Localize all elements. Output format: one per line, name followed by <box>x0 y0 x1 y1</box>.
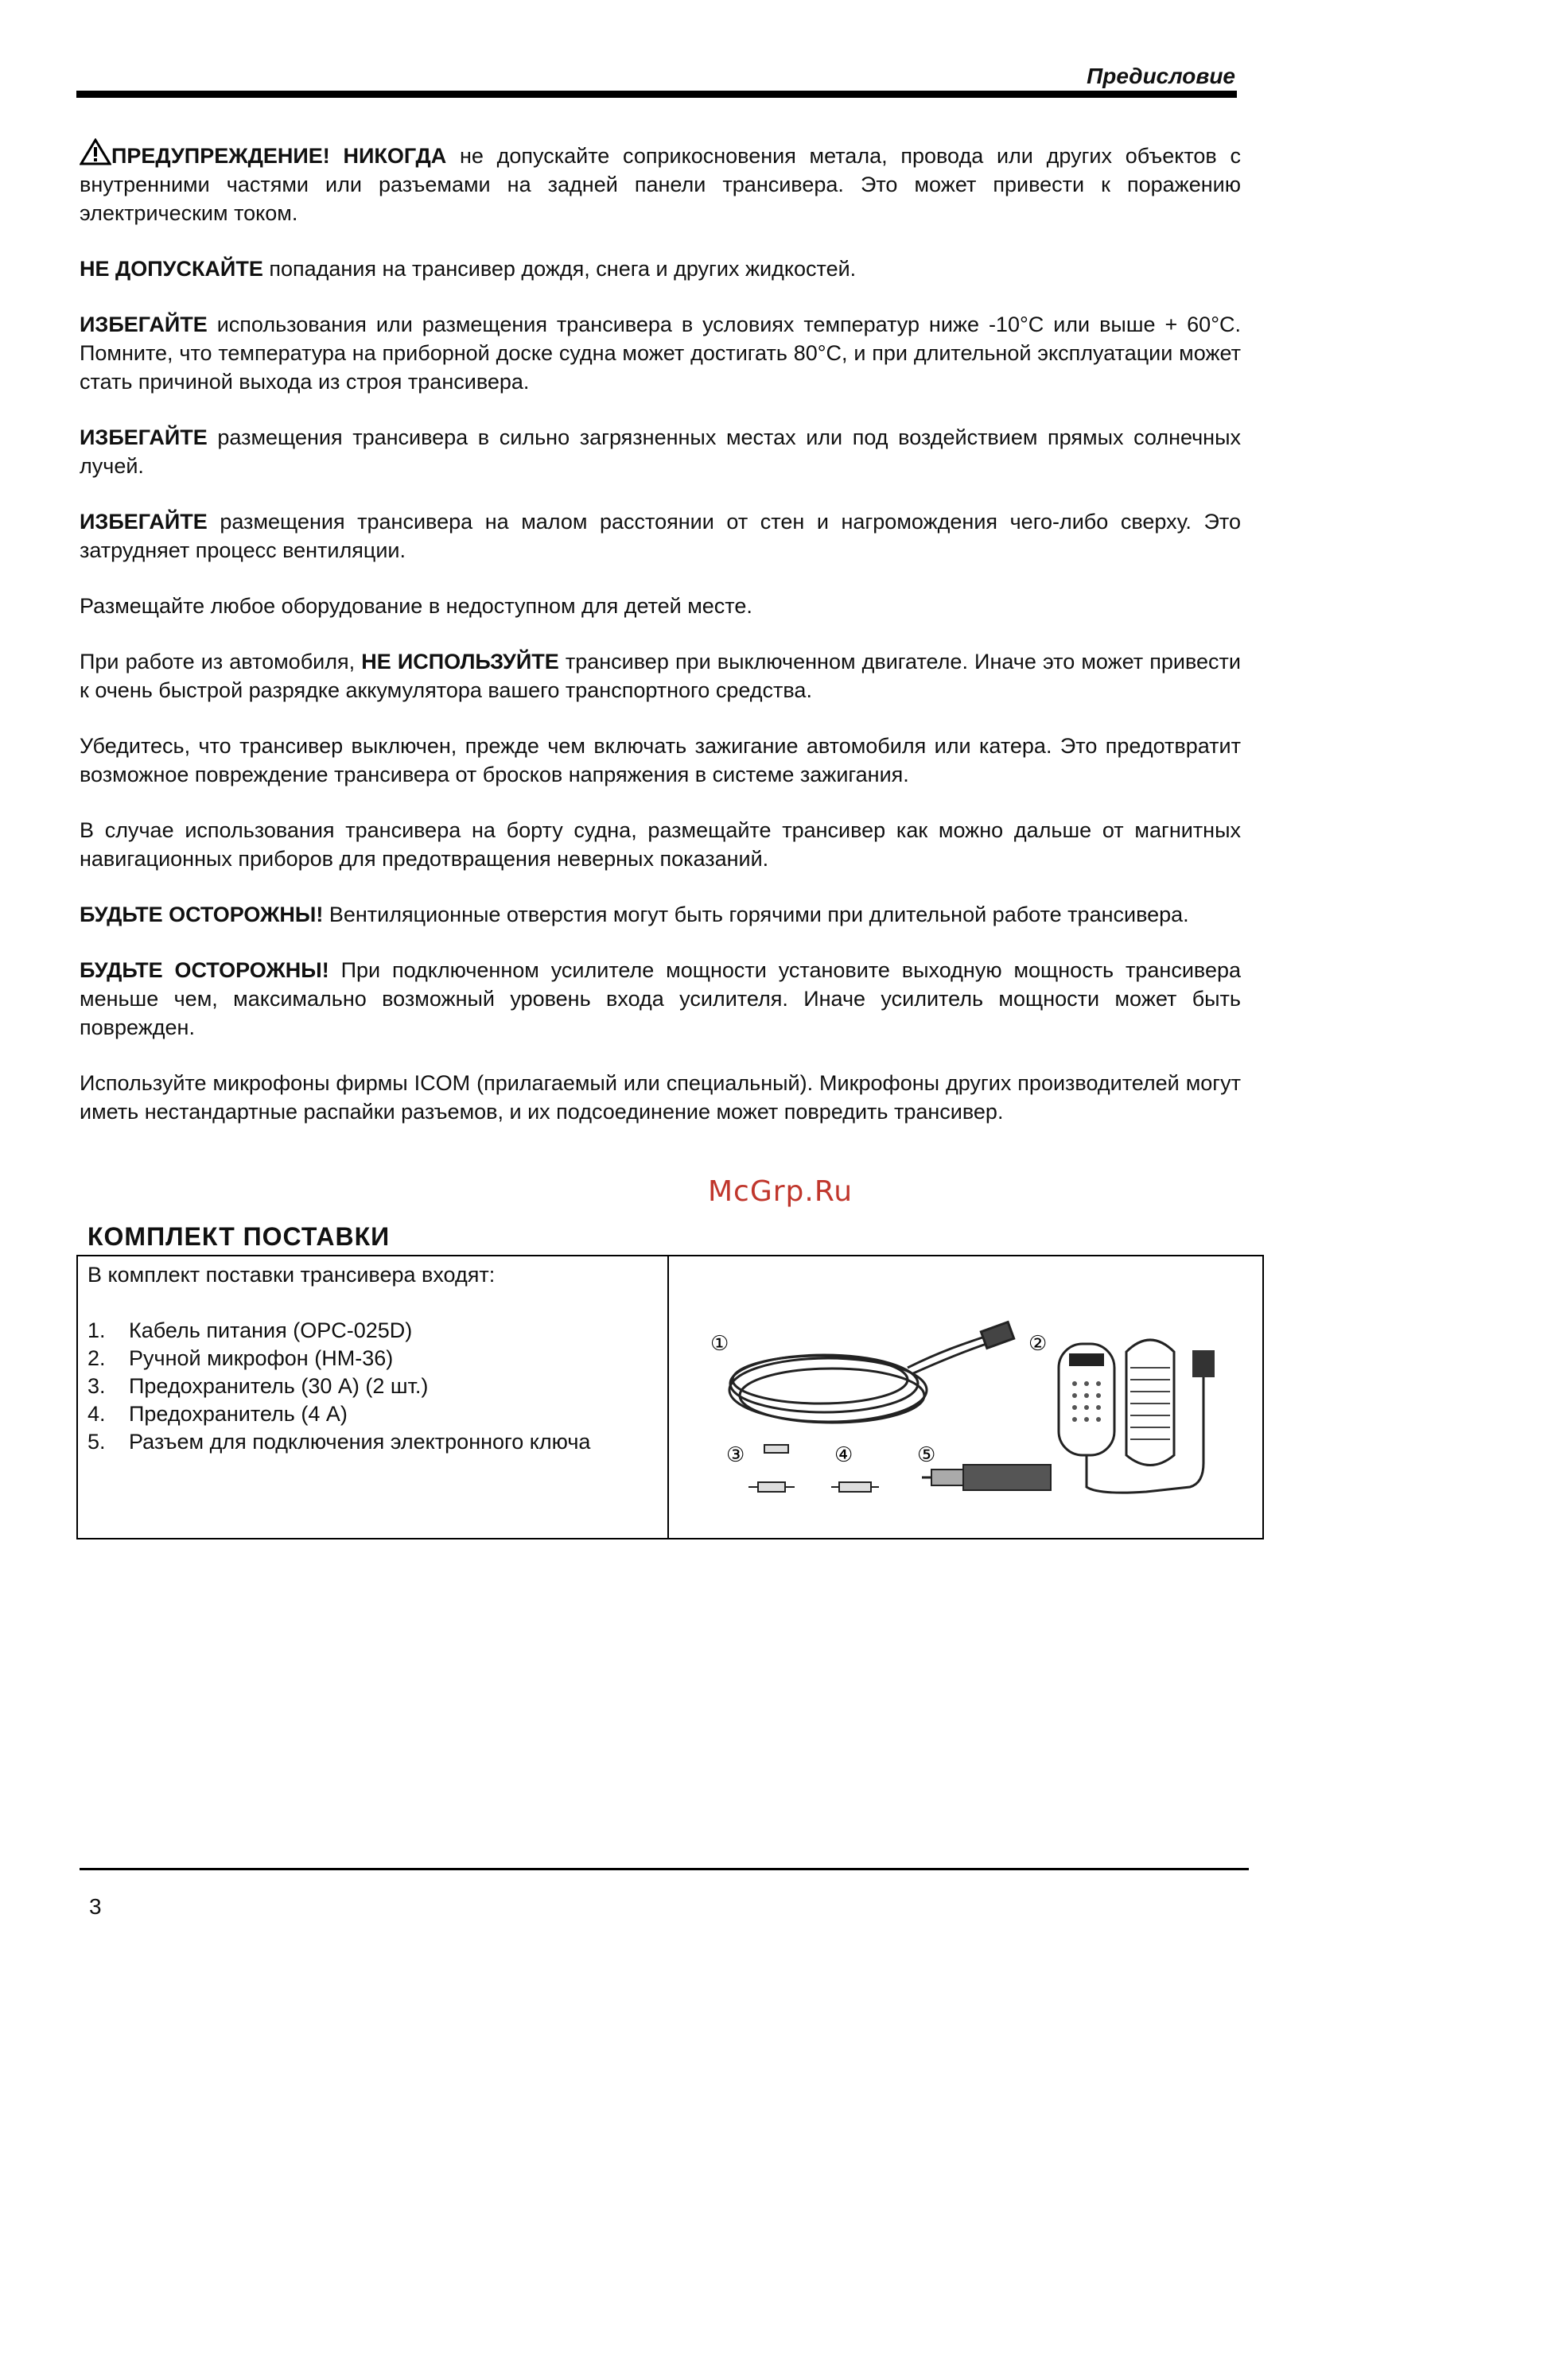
paragraph-bold: ИЗБЕГАЙТЕ <box>80 510 208 534</box>
paragraph-bold: БУДЬТЕ ОСТОРОЖНЫ! <box>80 958 329 982</box>
list-item <box>87 1372 667 1400</box>
figure-label-3: ③ <box>726 1443 745 1467</box>
item-number: 3. <box>87 1374 106 1398</box>
paragraph-bold: ПРЕДУПРЕЖДЕНИЕ! НИКОГДА <box>111 144 447 168</box>
item-label: Разъем для подключения электронного ключа <box>129 1430 591 1454</box>
fuses-drawing <box>748 1445 879 1492</box>
paragraph-bold: ИЗБЕГАЙТЕ <box>80 425 208 449</box>
paragraph <box>80 310 1241 396</box>
item-label: Кабель питания (OPC-025D) <box>129 1318 413 1342</box>
figure-label-1: ① <box>710 1332 729 1356</box>
paragraph <box>80 900 1241 929</box>
kit-illustration <box>669 1256 1262 1538</box>
figure-label-5: ⑤ <box>917 1443 936 1467</box>
paragraph-text: попадания на трансивер дождя, снега и других жидкостей. <box>262 257 857 281</box>
header-rule <box>76 91 1237 98</box>
paragraph-bold: ИЗБЕГАЙТЕ <box>80 313 208 336</box>
kit-table <box>76 1255 1264 1539</box>
kit-title: КОМПЛЕКТ ПОСТАВКИ <box>87 1222 391 1251</box>
kit-list <box>87 1317 667 1456</box>
paragraph <box>80 1069 1241 1126</box>
warning-triangle-icon <box>80 138 111 165</box>
list-item <box>87 1428 667 1456</box>
kit-list-cell <box>78 1256 669 1538</box>
item-label: Предохранитель (4 А) <box>129 1402 348 1426</box>
item-label: Ручной микрофон (НМ-36) <box>129 1346 394 1370</box>
paragraph-bold: БУДЬТЕ ОСТОРОЖНЫ! <box>80 903 324 926</box>
paragraph <box>80 732 1241 789</box>
paragraph-bold: НЕ ИСПОЛЬЗУЙТЕ <box>361 650 559 674</box>
list-item <box>87 1317 667 1345</box>
warnings-section <box>80 138 1241 1153</box>
section-title: Предисловие <box>1087 64 1235 88</box>
footer-rule <box>80 1868 1249 1870</box>
item-number: 4. <box>87 1402 106 1426</box>
hand-microphone-drawing <box>1059 1340 1215 1493</box>
paragraph-text: При подключенном усилителе мощности установите выходную мощность трансивера меньше чем, максимально возможный уровень входа усилителя. Иначе усилитель мощности может быть поврежден. <box>80 958 1241 1039</box>
paragraph-text: Вентиляционные отверстия могут быть горячими при длительной работе трансивера. <box>323 903 1189 926</box>
item-number: 1. <box>87 1318 106 1342</box>
paragraph-warning <box>80 138 1241 227</box>
paragraph-text: В случае использования трансивера на борту судна, размещайте трансивер как можно дальше от магнитных навигационных приборов для предотвращения неверных показаний. <box>80 818 1241 871</box>
paragraph <box>80 592 1241 620</box>
paragraph-text: размещения трансивера в сильно загрязненных местах или под воздействием прямых солнечных лучей. <box>80 425 1241 478</box>
watermark-link[interactable]: McGrp.Ru <box>708 1175 853 1208</box>
paragraph-bold: НЕ ДОПУСКАЙТЕ <box>80 257 263 281</box>
item-number: 2. <box>87 1346 106 1370</box>
paragraph-pre: При работе из автомобиля, <box>80 650 362 674</box>
paragraph-text: не допускайте соприкосновения метала, провода или других объектов с внутренними частями или разъемами на задней панели трансивера. Это может привести к поражению электрическим током. <box>80 144 1241 225</box>
list-item <box>87 1345 667 1372</box>
key-plug-drawing <box>922 1465 1051 1490</box>
paragraph <box>80 423 1241 480</box>
paragraph <box>80 507 1241 565</box>
paragraph-text: Размещайте любое оборудование в недоступном для детей месте. <box>80 594 752 618</box>
list-item <box>87 1400 667 1428</box>
item-label: Предохранитель (30 А) (2 шт.) <box>129 1374 429 1398</box>
paragraph-text: использования или размещения трансивера в условиях температур ниже -10°С или выше + 60°С. Помните, что температура на приборной доске судна может достигать 80°С, и при длительной эксплуатации может стать причиной выхода из строя трансивера. <box>80 313 1241 394</box>
figure-label-4: ④ <box>834 1443 853 1467</box>
power-cable-drawing <box>729 1322 1014 1423</box>
paragraph <box>80 254 1241 283</box>
paragraph-text: трансивер при выключенном двигателе. Иначе это может привести к очень быстрой разрядке аккумулятора вашего транспортного средства. <box>80 650 1241 702</box>
page-number: 3 <box>89 1894 102 1919</box>
paragraph <box>80 816 1241 873</box>
paragraph-text: Убедитесь, что трансивер выключен, прежде чем включать зажигание автомобиля или катера. Это предотвратит возможное повреждение трансивера от бросков напряжения в системе зажигания. <box>80 734 1241 786</box>
kit-intro: В комплект поставки трансивера входят: <box>87 1263 496 1287</box>
kit-figure-cell <box>669 1256 1262 1538</box>
paragraph-text: Используйте микрофоны фирмы ICOM (прилагаемый или специальный). Микрофоны других производителей могут иметь нестандартные распайки разъемов, и их подсоединение может повредить трансивер. <box>80 1071 1241 1124</box>
paragraph <box>80 956 1241 1042</box>
paragraph-text: размещения трансивера на малом расстоянии от стен и нагромождения чего-либо сверху. Это затрудняет процесс вентиляции. <box>80 510 1241 562</box>
item-number: 5. <box>87 1430 106 1454</box>
paragraph <box>80 647 1241 705</box>
figure-label-2: ② <box>1028 1332 1048 1356</box>
